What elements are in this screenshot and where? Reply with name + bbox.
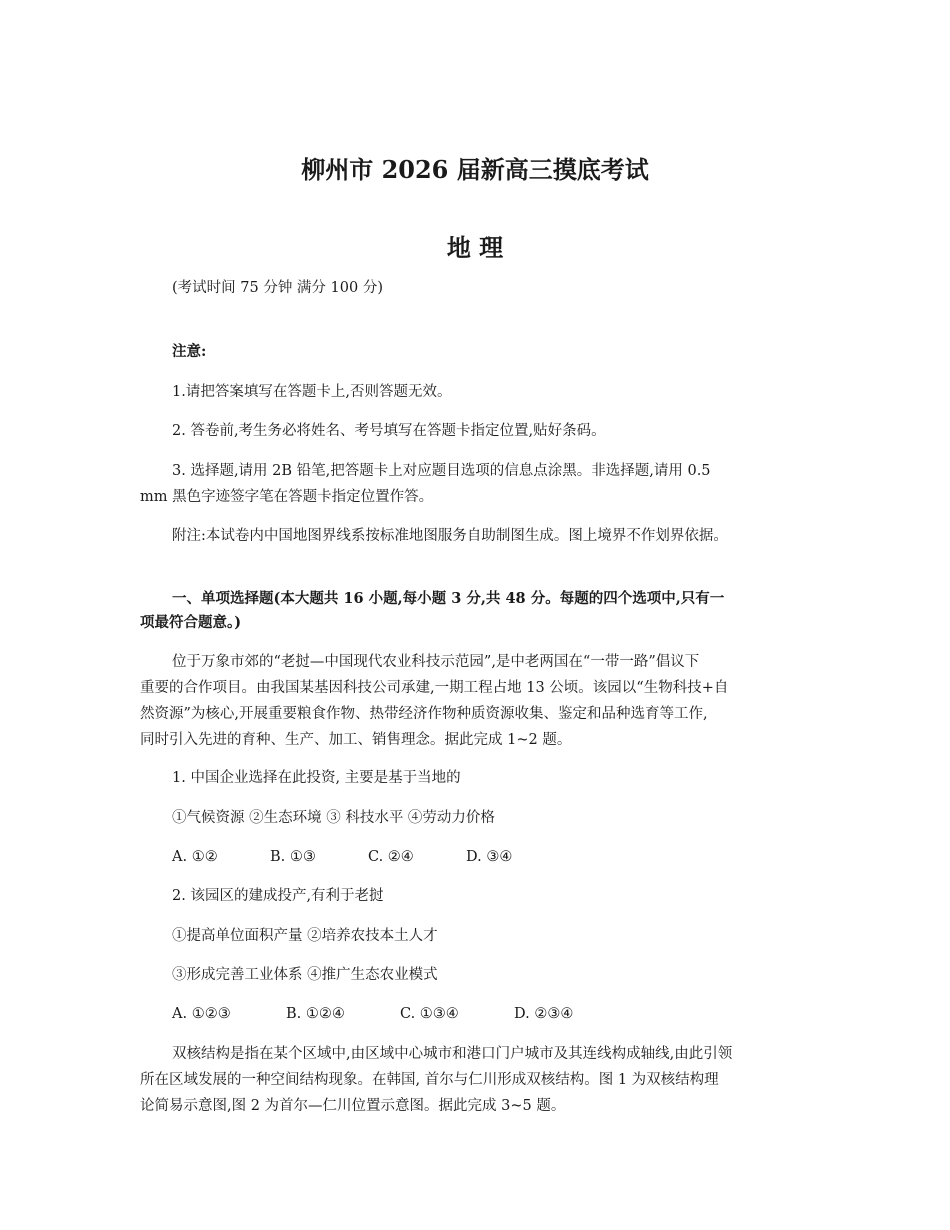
notice-item-2: 2. 答卷前,考生务必将姓名、考号填写在答题卡指定位置,贴好条码。 [172, 423, 606, 439]
question-1-options [172, 847, 672, 867]
passage-1-line-4: 同时引入先进的育种、生产、加工、销售理念。据此完成 1~2 题。 [140, 732, 572, 748]
subject-title: 地 理 [446, 233, 504, 262]
option-a: A. ①②③ [172, 1006, 231, 1022]
option-c: C. ①③④ [400, 1006, 459, 1022]
passage-2-line-2: 所在区域发展的一种空间结构现象。在韩国, 首尔与仁川形成双核结构。图 1 为双核结构理 [140, 1072, 719, 1088]
notice-heading: 注意: [172, 343, 207, 360]
question-1-choices: ①气候资源 ②生态环境 ③ 科技水平 ④劳动力价格 [172, 810, 495, 826]
option-a: A. ①② [172, 849, 218, 865]
section-heading-line-1: 一、单项选择题(本大题共 16 小题,每小题 3 分,共 48 分。每题的四个选项中,只有一 [172, 590, 725, 607]
passage-2-line-1: 双核结构是指在某个区域中,由区域中心城市和港口门户城市及其连线构成轴线,由此引领 [172, 1046, 733, 1062]
section-heading-line-2: 项最符合题意。) [140, 614, 242, 631]
question-2-choices-line-2: ③形成完善工业体系 ④推广生态农业模式 [172, 967, 438, 983]
question-1-stem: 1. 中国企业选择在此投资, 主要是基于当地的 [172, 770, 461, 786]
option-b: B. ①③ [270, 849, 316, 865]
passage-1-line-3: 然资源”为核心,开展重要粮食作物、热带经济作物种质资源收集、鉴定和品种选育等工作, [140, 706, 708, 722]
question-2-choices-line-1: ①提高单位面积产量 ②培养农技本土人才 [172, 928, 438, 944]
exam-time-info: (考试时间 75 分钟 满分 100 分) [172, 280, 383, 296]
question-2-options [172, 1004, 672, 1024]
option-d: D. ③④ [466, 849, 513, 865]
passage-1-line-1: 位于万象市郊的“老挝—中国现代农业科技示范园”,是中老两国在“一带一路”倡议下 [172, 654, 700, 670]
question-2-stem: 2. 该园区的建成投产,有利于老挝 [172, 888, 384, 904]
notice-item-3-line-2: mm 黑色字迹签字笔在答题卡指定位置作答。 [140, 489, 434, 505]
passage-2-line-3: 论简易示意图,图 2 为首尔—仁川位置示意图。据此完成 3~5 题。 [140, 1098, 566, 1114]
passage-1-line-2: 重要的合作项目。由我国某基因科技公司承建,一期工程占地 13 公顷。该园以“生物科技+自 [140, 680, 729, 696]
notice-item-3-line-1: 3. 选择题,请用 2B 铅笔,把答题卡上对应题目选项的信息点涂黑。非选择题,请用 0.5 [172, 463, 711, 479]
option-d: D. ②③④ [514, 1006, 574, 1022]
option-b: B. ①②④ [286, 1006, 345, 1022]
notice-appendix: 附注:本试卷内中国地图界线系按标准地图服务自助制图生成。图上境界不作划界依据。 [172, 528, 728, 544]
notice-item-1: 1.请把答案填写在答题卡上,否则答题无效。 [172, 384, 452, 400]
exam-title: 柳州市 2026 届新高三摸底考试 [301, 155, 649, 184]
option-c: C. ②④ [368, 849, 414, 865]
